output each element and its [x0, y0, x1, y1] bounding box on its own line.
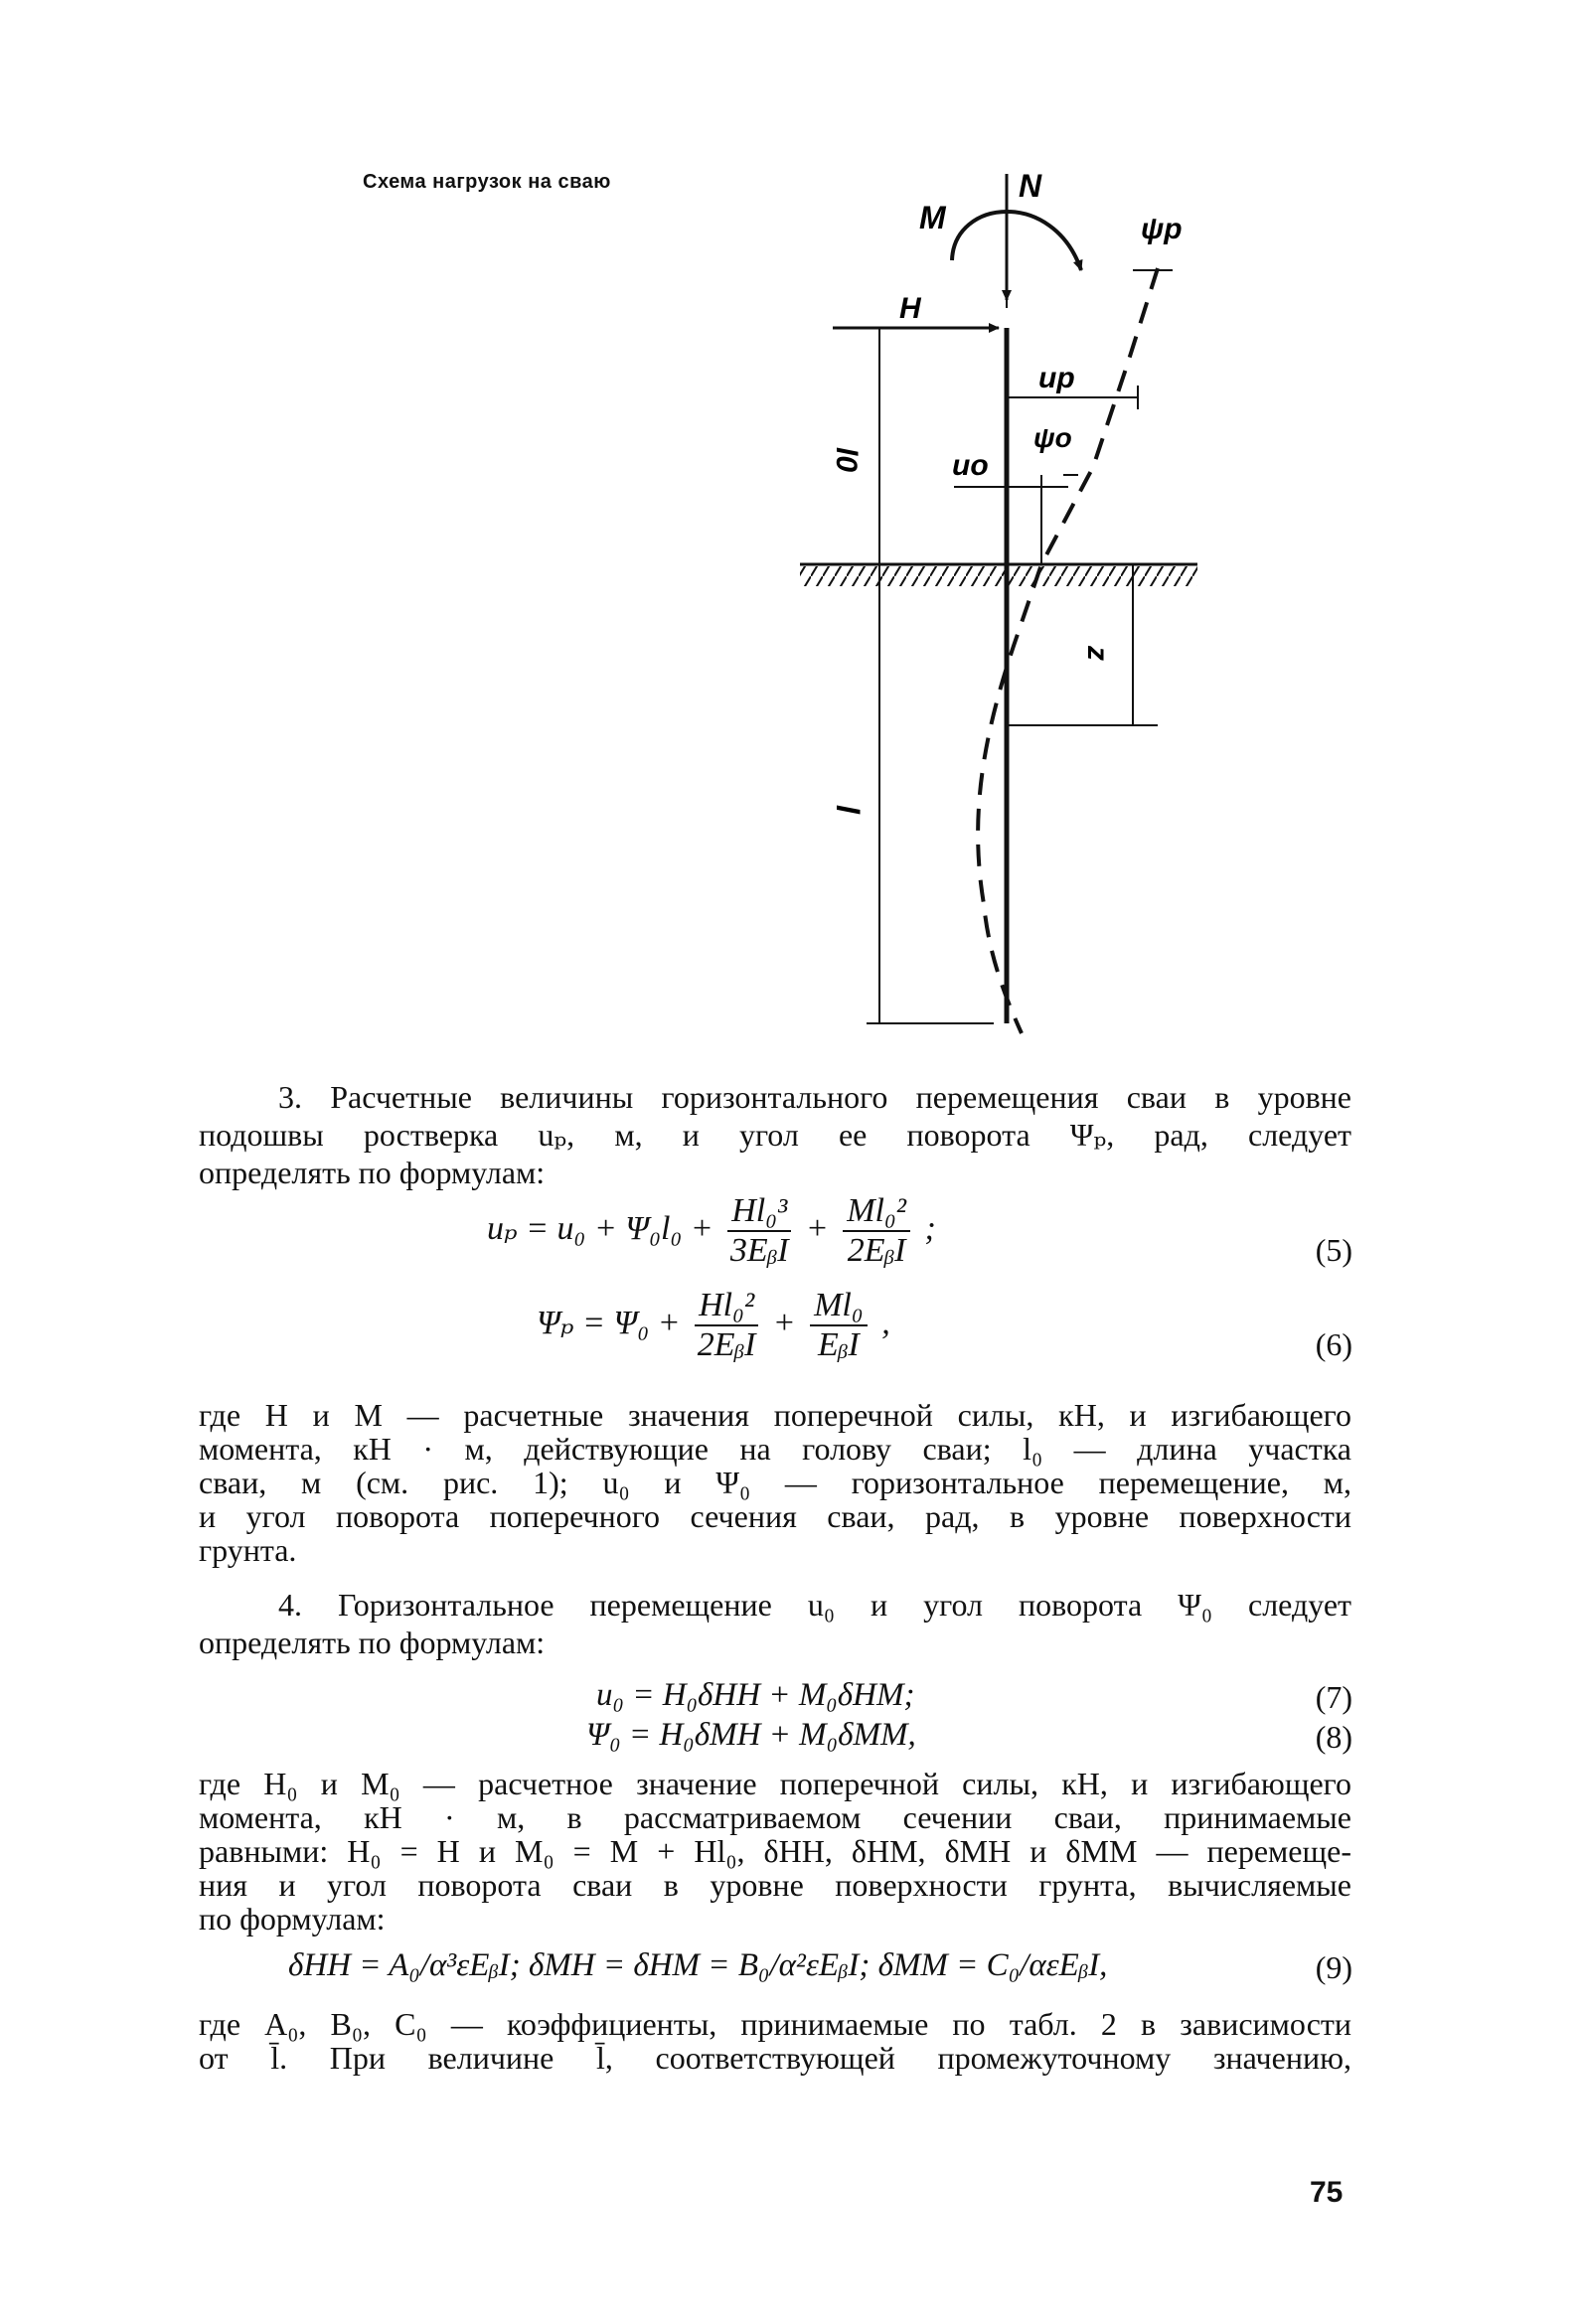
text-line: 3. Расчетные величины горизонтального перемещения сваи в уровне: [278, 1079, 1351, 1115]
text-line: равными: H₀ = H и M₀ = M + Hl₀, δHH, δHM, δMH и δMM — перемеще-: [199, 1833, 1351, 1869]
label-psi-p: ψp: [1141, 213, 1183, 245]
eq6-fraction-1: [695, 1287, 758, 1364]
section-3-paragraph: [199, 1078, 1351, 1191]
equation-5-number: (5): [1315, 1232, 1352, 1268]
eq5-frac2-num: Ml₀²: [843, 1192, 910, 1232]
label-l0: l0: [830, 447, 863, 473]
eq6-tail: ,: [881, 1304, 890, 1341]
ground-hatch: [800, 566, 1197, 586]
m-arrow: [952, 212, 1081, 270]
figure-caption: Схема нагрузок на сваю: [363, 171, 611, 193]
eq5-frac2-den: 2EᵦI: [847, 1232, 906, 1269]
text-line: ния и угол поворота сваи в уровне поверхности грунта, вычисляемые: [199, 1867, 1351, 1903]
equation-6: [537, 1287, 890, 1364]
equation-6-number: (6): [1315, 1326, 1352, 1362]
eq6-fraction-2: [810, 1287, 868, 1364]
label-M: M: [919, 200, 946, 235]
equation-8-number: (8): [1315, 1719, 1352, 1755]
pile-load-diagram: [0, 0, 1584, 1073]
text-line: где H₀ и M₀ — расчетное значение поперечной силы, кН, и изгибающего: [199, 1766, 1351, 1801]
text-line: подошвы ростверка uₚ, м, и угол ее поворота Ψₚ, рад, следует: [199, 1117, 1351, 1153]
eq6-frac2-den: EᵦI: [818, 1326, 860, 1363]
eq6-frac2-num: Ml₀: [810, 1287, 868, 1326]
equation-5: [487, 1192, 936, 1270]
page-number: 75: [1310, 2176, 1344, 2209]
text-line: момента, кН · м, действующие на голову сваи; l₀ — длина участка: [199, 1431, 1351, 1467]
label-u-p: up: [1038, 362, 1075, 394]
text-line: от l̄. При величине l̄, соответствующей промежуточному значению,: [199, 2040, 1351, 2076]
eq5-plus: +: [805, 1209, 829, 1247]
label-z: z: [1081, 646, 1114, 661]
text-line: где A₀, B₀, C₀ — коэффициенты, принимаемые по табл. 2 в зависимости: [199, 2006, 1351, 2042]
eq5-fraction-2: [843, 1192, 910, 1270]
eq5-frac1-num: Hl₀³: [727, 1192, 791, 1232]
text-line: грунта.: [199, 1532, 297, 1568]
equation-8: Ψ₀ = H₀δMH + M₀δMM,: [586, 1717, 916, 1753]
label-u-0: uo: [952, 449, 989, 482]
label-H: H: [899, 292, 921, 325]
where-2-paragraph: [199, 1767, 1351, 1936]
label-psi-0: ψo: [1033, 422, 1072, 453]
eq6-lhs: Ψₚ = Ψ₀ +: [537, 1304, 681, 1341]
text-line: где H и M — расчетные значения поперечной силы, кН, и изгибающего: [199, 1397, 1351, 1433]
text-line: сваи, м (см. рис. 1); u₀ и Ψ₀ — горизонтальное перемещение, м,: [199, 1465, 1351, 1500]
eq6-plus: +: [772, 1304, 796, 1341]
text-line: 4. Горизонтальное перемещение u₀ и угол поворота Ψ₀ следует: [278, 1587, 1351, 1623]
equation-7-number: (7): [1315, 1679, 1352, 1715]
text-line: определять по формулам:: [199, 1625, 546, 1660]
label-N: N: [1019, 168, 1042, 204]
where-1-paragraph: [199, 1398, 1351, 1567]
equation-7: u₀ = H₀δHH + M₀δHM;: [596, 1677, 915, 1713]
eq5-fraction-1: [727, 1192, 791, 1270]
text-line: определять по формулам:: [199, 1155, 546, 1190]
text-line: по формулам:: [199, 1901, 386, 1937]
label-l: l: [830, 805, 866, 814]
eq5-tail: ;: [924, 1209, 936, 1247]
section-4-paragraph: [199, 1586, 1351, 1661]
text-line: и угол поворота поперечного сечения сваи, рад, в уровне поверхности: [199, 1498, 1351, 1534]
where-3-paragraph: [199, 2007, 1351, 2075]
eq6-frac1-den: 2EᵦI: [697, 1326, 756, 1363]
text-line: момента, кН · м, в рассматриваемом сечении сваи, принимаемые: [199, 1799, 1351, 1835]
equation-9-number: (9): [1315, 1949, 1352, 1985]
equation-9: δHH = A₀/α³εEᵦI; δMH = δHM = B₀/α²εEᵦI; δMM = C₀/αεEᵦI,: [288, 1947, 1108, 1983]
eq5-lhs: uₚ = u₀ + Ψ₀l₀ +: [487, 1209, 713, 1247]
eq6-frac1-num: Hl₀²: [695, 1287, 758, 1326]
eq5-frac1-den: 3EᵦI: [729, 1232, 789, 1269]
